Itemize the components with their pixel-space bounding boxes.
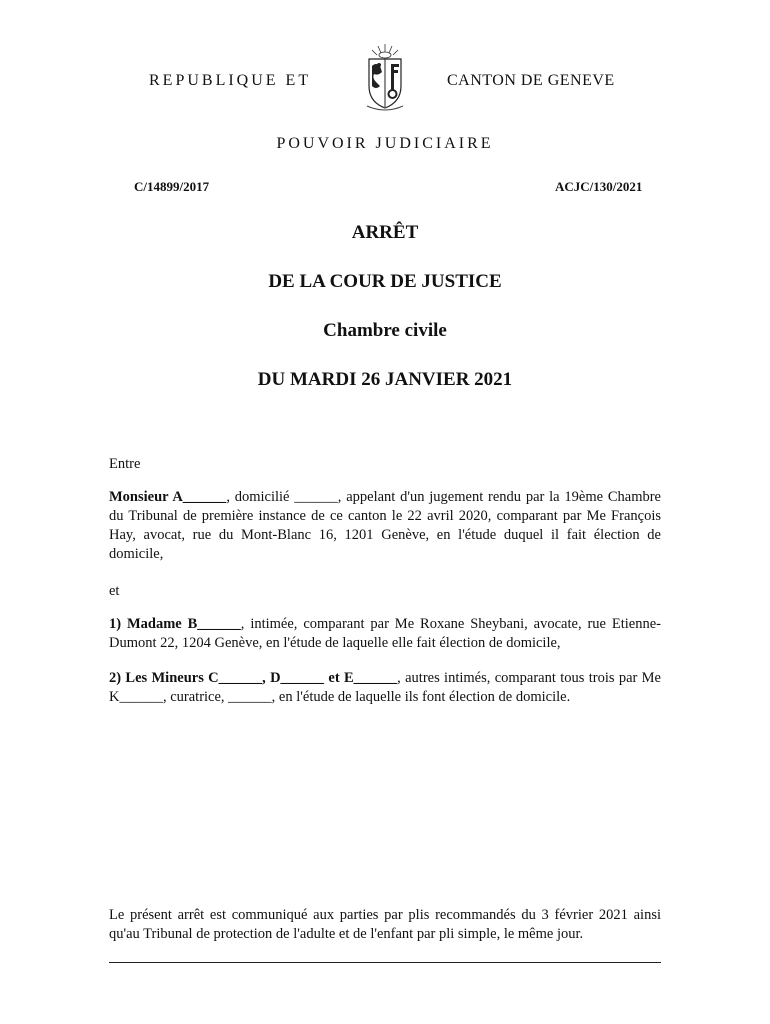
appellant-name: Monsieur A______ <box>109 489 227 505</box>
appellant-details: , domicilié ______, appelant d'un jugement rendu par la 19ème Chambre du Tribunal de première instance de ce canton le 22 avril 2020, comparant par Me François Hay, avocat, rue du Mont-Blanc 16, 1201 Genève, en l'étude duquel il fait élection de domicile, <box>109 489 661 562</box>
party-appellant <box>109 488 661 564</box>
et-label: et <box>109 583 120 599</box>
coat-of-arms-icon <box>360 42 410 112</box>
title-cour: DE LA COUR DE JUSTICE <box>268 271 502 292</box>
communication-notice: Le présent arrêt est communiqué aux parties par plis recommandés du 3 février 2021 ainsi qu'au Tribunal de protection de l'adulte et de l'enfant par pli simple, le même jour. <box>109 907 661 942</box>
title-arret: ARRÊT <box>351 222 419 243</box>
respondent-1-name: 1) Madame B______ <box>109 616 241 632</box>
party-respondent-1 <box>109 615 661 653</box>
header-republique: REPUBLIQUE ET <box>149 72 312 89</box>
party-respondent-2 <box>109 669 661 707</box>
geneva-emblem <box>360 42 410 112</box>
decision-number: ACJC/130/2021 <box>555 179 643 194</box>
respondent-2-name: 2) Les Mineurs C______, D______ et E______ <box>109 670 398 686</box>
footer-divider <box>109 962 661 963</box>
respondent-2-details: , autres intimés, comparant tous trois par Me K______, curatrice, ______, en l'étude de laquelle ils font élection de domicile. <box>109 670 661 705</box>
title-chambre: Chambre civile <box>323 320 447 341</box>
entre-label: Entre <box>109 456 141 472</box>
header-canton: CANTON DE GENEVE <box>447 72 615 89</box>
respondent-1-details: , intimée, comparant par Me Roxane Sheybani, avocate, rue Etienne-Dumont 22, 1204 Genève, en l'étude de laquelle elle fait élection de domicile, <box>109 616 661 651</box>
header-pouvoir-judiciaire: POUVOIR JUDICIAIRE <box>276 135 494 152</box>
case-number: C/14899/2017 <box>134 179 210 194</box>
title-date: DU MARDI 26 JANVIER 2021 <box>257 369 513 390</box>
